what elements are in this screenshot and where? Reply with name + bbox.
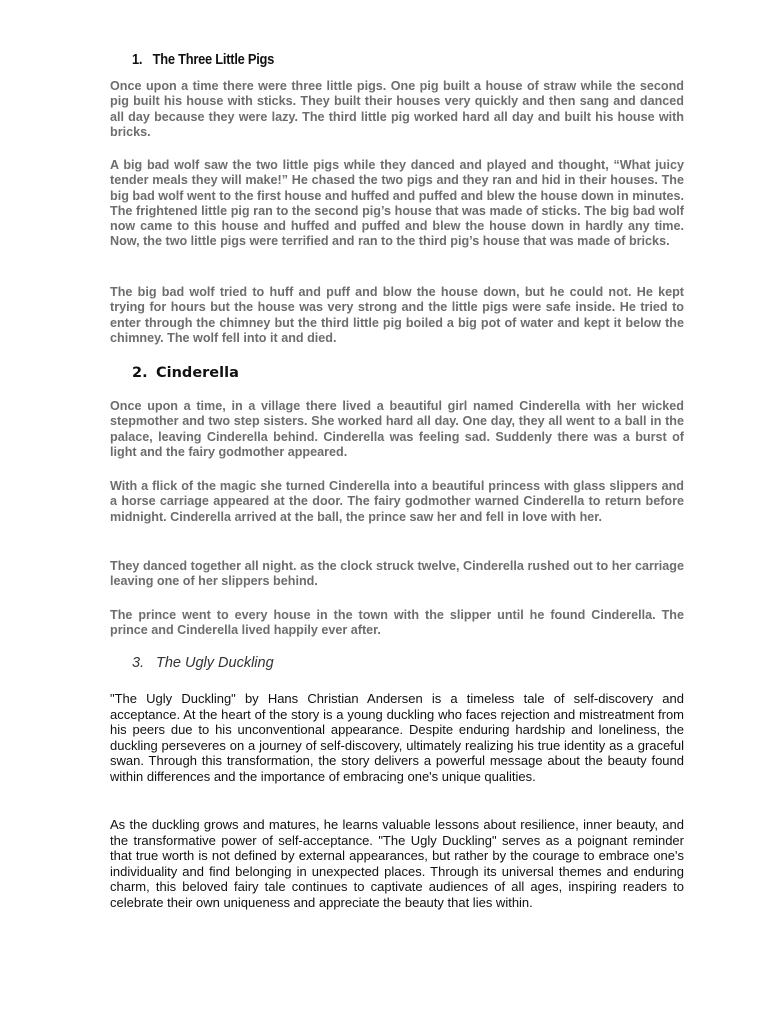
story-paragraph: A big bad wolf saw the two little pigs while they danced and played and thought, “What juicy tender meals they will make!” He chased the two pigs and they ran and hid in their houses. The big bad wolf went to the first house and huffed and puffed and blew the house down in minutes. The frightened little pig ran to the second pig’s house that was made of sticks. The big bad wolf now came to this house and huffed and puffed and blew the house down in hardly any time. Now, the two little pigs were terrified and ran to the third pig’s house that was made of bricks. (110, 158, 684, 249)
story-paragraph: Once upon a time there were three little pigs. One pig built a house of straw while the second pig built his house with sticks. They built their houses very quickly and then sang and danced all day because they were lazy. The third little pig worked hard all day and built his house with bricks. (110, 79, 684, 139)
story-paragraph: With a flick of the magic she turned Cinderella into a beautiful princess with glass slippers and a horse carriage appeared at the door. The fairy godmother warned Cinderella to return before midnight. Cinderella arrived at the ball, the prince saw her and fell in love with her. (110, 479, 684, 524)
story-paragraph: They danced together all night. as the clock struck twelve, Cinderella rushed out to her carriage leaving one of her slippers behind. (110, 559, 684, 589)
story-paragraph: The prince went to every house in the town with the slipper until he found Cinderella. The prince and Cinderella lived happily ever after. (110, 608, 684, 638)
story-title: The Ugly Duckling (156, 655, 274, 671)
story-paragraph: "The Ugly Duckling" by Hans Christian Andersen is a timeless tale of self-discovery and acceptance. At the heart of the story is a young duckling who faces rejection and mistreatment from his peers due to his unconventional appearance. Despite enduring hardship and loneliness, the duckling perseveres on a journey of self-discovery, ultimately realizing his true identity as a graceful swan. Through this transformation, the story delivers a powerful message about the beauty found within differences and the importance of embracing one's unique qualities. (110, 691, 684, 784)
story-number: 1. (132, 51, 143, 68)
story-paragraph: Once upon a time, in a village there lived a beautiful girl named Cinderella with her wicked stepmother and two step sisters. She worked hard all day. One day, they all went to a ball in the palace, leaving Cinderella behind. Cinderella was feeling sad. Suddenly there was a burst of light and the fairy godmother appeared. (110, 399, 684, 459)
story-paragraph: The big bad wolf tried to huff and puff and blow the house down, but he could not. He kept trying for hours but the house was very strong and the little pigs were safe inside. He tried to enter through the chimney but the third little pig boiled a big pot of water and kept it below the chimney. The wolf fell into it and died. (110, 285, 684, 345)
story-number: 3. (132, 655, 145, 671)
story-heading (132, 51, 274, 68)
story-heading (132, 655, 274, 671)
story-number: 2. (132, 365, 148, 381)
story-title: Cinderella (156, 365, 239, 381)
story-paragraph: As the duckling grows and matures, he learns valuable lessons about resilience, inner beauty, and the transformative power of self-acceptance. "The Ugly Duckling" serves as a poignant reminder that true worth is not defined by external appearances, but rather by the courage to embrace one's individuality and find belonging in unexpected places. Through its universal themes and enduring charm, this beloved fairy tale continues to captivate audiences of all ages, inspiring readers to celebrate their own uniqueness and appreciate the beauty that lies within. (110, 817, 684, 910)
story-heading (132, 365, 239, 381)
story-title: The Three Little Pigs (152, 51, 275, 68)
